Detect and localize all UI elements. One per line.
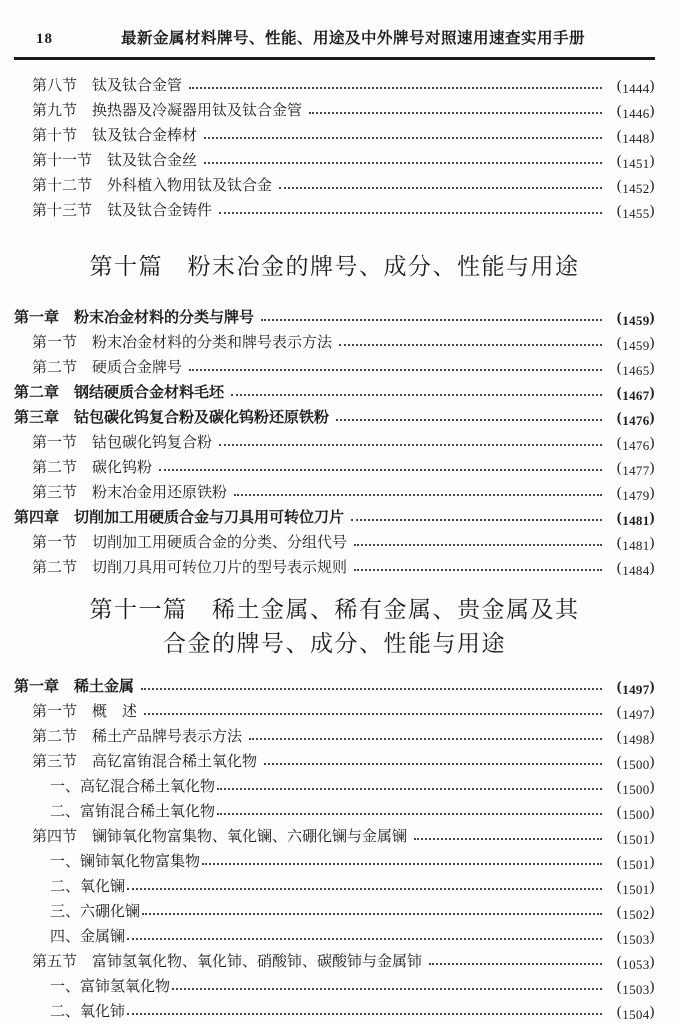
toc-entry-text: 第一章 粉末冶金材料的分类与牌号 [14, 310, 255, 326]
dot-leader [336, 419, 602, 421]
toc-row [14, 723, 655, 748]
dot-leader [127, 888, 602, 890]
dot-leader [219, 212, 602, 214]
dot-leader [264, 763, 602, 765]
toc-row [14, 898, 655, 923]
page-ref: (1452) [616, 178, 655, 196]
page-ref: (1504) [616, 1004, 655, 1022]
page-ref-number: 1500 [622, 782, 650, 797]
page-ref-number: 1477 [622, 463, 650, 478]
toc-entry-text: 二、富铕混合稀土氧化物 [50, 804, 216, 820]
toc-row [14, 798, 655, 823]
toc-entry-text: 第四节 镧铈氧化物富集物、氧化镧、六硼化镧与金属镧 [32, 829, 408, 845]
toc-row [14, 404, 655, 429]
toc-row [14, 923, 655, 948]
page-ref: (1481) [616, 535, 655, 553]
toc-entry-text: 第一节 切削加工用硬质合金的分类、分组代号 [32, 535, 348, 551]
toc-row [14, 698, 655, 723]
dot-leader [189, 87, 602, 89]
dot-leader [142, 913, 602, 915]
part-heading-line: 第十篇 粉末冶金的牌号、成分、性能与用途 [89, 254, 580, 279]
page-ref: (1479) [616, 485, 655, 503]
toc-entry-text: 第八节 钛及钛合金管 [32, 78, 183, 94]
page-ref-number: 1504 [622, 1007, 650, 1022]
page-ref: (1484) [616, 560, 655, 578]
dot-leader [429, 963, 602, 965]
toc-entry-text: 第二章 钢结硬质合金材料毛坯 [14, 385, 225, 401]
page-ref-number: 1501 [622, 857, 650, 872]
dot-leader [204, 162, 602, 164]
toc-body [14, 60, 655, 1023]
page-ref-number: 1459 [622, 338, 650, 353]
page-ref: (1451) [616, 153, 655, 171]
dot-leader [339, 344, 602, 346]
page-ref-number: 1451 [622, 156, 650, 171]
part-heading [14, 593, 655, 661]
dot-leader [159, 469, 602, 471]
toc-row [14, 172, 655, 197]
dot-leader [414, 838, 602, 840]
page-ref: (1467) [616, 385, 655, 403]
page-ref-number: 1476 [622, 413, 650, 428]
page-ref-number: 1479 [622, 488, 650, 503]
page-ref: (1500) [616, 779, 655, 797]
toc-entry-text: 第二节 切削刀具用可转位刀片的型号表示规则 [32, 560, 348, 576]
page-ref: (1500) [616, 804, 655, 822]
page-ref: (1459) [616, 335, 655, 353]
toc-row [14, 304, 655, 329]
page-ref-number: 1455 [622, 206, 650, 221]
page-ref: (1455) [616, 203, 655, 221]
page-ref-number: 1444 [622, 81, 650, 96]
folio-page-number: 18 [36, 31, 53, 47]
toc-entry-text: 第二节 碳化钨粉 [32, 460, 153, 476]
page-ref-number: 1503 [622, 932, 650, 947]
page-ref: (1497) [616, 704, 655, 722]
page-ref-number: 1501 [622, 832, 650, 847]
dot-leader [249, 738, 602, 740]
toc-row [14, 329, 655, 354]
toc-row [14, 479, 655, 504]
toc-entry-text: 第一节 粉末冶金材料的分类和牌号表示方法 [32, 335, 333, 351]
toc-row [14, 97, 655, 122]
toc-entry-text: 第三节 粉末冶金用还原铁粉 [32, 485, 228, 501]
toc-entry-text: 第四章 切削加工用硬质合金与刀具用可转位刀片 [14, 510, 345, 526]
page-ref-number: 1481 [622, 538, 650, 553]
toc-entry-text: 二、氧化镧 [50, 879, 126, 895]
toc-row [14, 429, 655, 454]
toc-row [14, 973, 655, 998]
dot-leader [141, 688, 602, 690]
toc-entry-text: 第一章 稀土金属 [14, 679, 135, 695]
toc-row [14, 673, 655, 698]
toc-row [14, 379, 655, 404]
toc-entry-text: 第一节 钴包碳化钨复合粉 [32, 435, 213, 451]
dot-leader [127, 938, 602, 940]
toc-entry-text: 一、高钇混合稀土氧化物 [50, 779, 216, 795]
page-ref: (1476) [616, 435, 655, 453]
page-ref: (1477) [616, 460, 655, 478]
toc-row [14, 354, 655, 379]
toc-entry-text: 第一节 概 述 [32, 704, 138, 720]
toc-row [14, 147, 655, 172]
page-ref: (1500) [616, 754, 655, 772]
toc-entry-text: 一、镧铈氧化物富集物 [50, 854, 201, 870]
dot-leader [354, 569, 602, 571]
page-ref-number: 1500 [622, 757, 650, 772]
toc-entry-text: 第五节 富铈氢氧化物、氧化铈、硝酸铈、碳酸铈与金属铈 [32, 954, 423, 970]
dot-leader [189, 369, 602, 371]
toc-entry-text: 三、六硼化镧 [50, 904, 141, 920]
page-ref-number: 1452 [622, 181, 650, 196]
dot-leader [144, 713, 602, 715]
toc-entry-text: 第十节 钛及钛合金棒材 [32, 128, 198, 144]
toc-row [14, 823, 655, 848]
toc-entry-text: 第九节 换热器及冷凝器用钛及钛合金管 [32, 103, 303, 119]
page-ref: (1501) [616, 879, 655, 897]
dot-leader [354, 544, 602, 546]
toc-entry-text: 第二节 稀土产品牌号表示方法 [32, 729, 243, 745]
toc-row [14, 554, 655, 579]
dot-leader [231, 394, 602, 396]
part-heading-line: 第十一篇 稀土金属、稀有金属、贵金属及其 [89, 597, 580, 622]
dot-leader [202, 863, 602, 865]
dot-leader [172, 988, 602, 990]
page-ref-number: 1459 [622, 313, 650, 328]
toc-entry-text: 第三章 钴包碳化钨复合粉及碳化钨粉还原铁粉 [14, 410, 330, 426]
page-ref-number: 1467 [622, 388, 650, 403]
toc-row [14, 197, 655, 222]
part-heading-line: 合金的牌号、成分、性能与用途 [163, 631, 506, 656]
page-ref-number: 1501 [622, 882, 650, 897]
dot-leader [204, 137, 602, 139]
page-ref-number: 1448 [622, 131, 650, 146]
page-ref-number: 1446 [622, 106, 650, 121]
page-ref: (1503) [616, 929, 655, 947]
page-ref: (1446) [616, 103, 655, 121]
toc-entry-text: 二、氧化铈 [50, 1004, 126, 1020]
page-header [14, 26, 655, 60]
page-ref: (1481) [616, 510, 655, 528]
dot-leader [217, 788, 602, 790]
running-head-title: 最新金属材料牌号、性能、用途及中外牌号对照速用速查实用手册 [120, 30, 585, 47]
page-ref-number: 1497 [622, 682, 650, 697]
dot-leader [234, 494, 602, 496]
page-ref-number: 1503 [622, 982, 650, 997]
page-ref-number: 1481 [622, 513, 650, 528]
page-ref: (1501) [616, 829, 655, 847]
page-ref: (1448) [616, 128, 655, 146]
page-ref: (1476) [616, 410, 655, 428]
toc-row [14, 873, 655, 898]
dot-leader [127, 1013, 602, 1015]
page-ref-number: 1476 [622, 438, 650, 453]
page-ref: (1503) [616, 979, 655, 997]
page-ref: (1498) [616, 729, 655, 747]
toc-row [14, 848, 655, 873]
toc-entry-text: 第十一节 钛及钛合金丝 [32, 153, 198, 169]
toc-row [14, 122, 655, 147]
page-ref-number: 1053 [622, 957, 650, 972]
part-heading [14, 250, 655, 284]
toc-entry-text: 四、金属镧 [50, 929, 126, 945]
dot-leader [219, 444, 602, 446]
dot-leader [279, 187, 602, 189]
toc-row [14, 773, 655, 798]
toc-row [14, 948, 655, 973]
dot-leader [217, 813, 602, 815]
toc-entry-text: 第十二节 外科植入物用钛及钛合金 [32, 178, 273, 194]
toc-row [14, 454, 655, 479]
toc-row [14, 748, 655, 773]
page-ref-number: 1502 [622, 907, 650, 922]
dot-leader [351, 519, 602, 521]
page-ref: (1459) [616, 310, 655, 328]
page-ref: (1502) [616, 904, 655, 922]
toc-entry-text: 一、富铈氢氧化物 [50, 979, 171, 995]
page-ref: (1501) [616, 854, 655, 872]
page-ref: (1465) [616, 360, 655, 378]
dot-leader [261, 319, 602, 321]
page-ref-number: 1465 [622, 363, 650, 378]
toc-row [14, 504, 655, 529]
page-ref-number: 1500 [622, 807, 650, 822]
dot-leader [309, 112, 602, 114]
page-ref-number: 1497 [622, 707, 650, 722]
page-ref-number: 1498 [622, 732, 650, 747]
toc-entry-text: 第二节 硬质合金牌号 [32, 360, 183, 376]
toc-entry-text: 第十三节 钛及钛合金铸件 [32, 203, 213, 219]
page-ref: (1444) [616, 78, 655, 96]
page-ref-number: 1484 [622, 563, 650, 578]
toc-row [14, 529, 655, 554]
page-ref: (1497) [616, 679, 655, 697]
toc-entry-text: 第三节 高钇富铕混合稀土氧化物 [32, 754, 258, 770]
page-ref: (1053) [616, 954, 655, 972]
toc-row [14, 72, 655, 97]
toc-row [14, 998, 655, 1023]
